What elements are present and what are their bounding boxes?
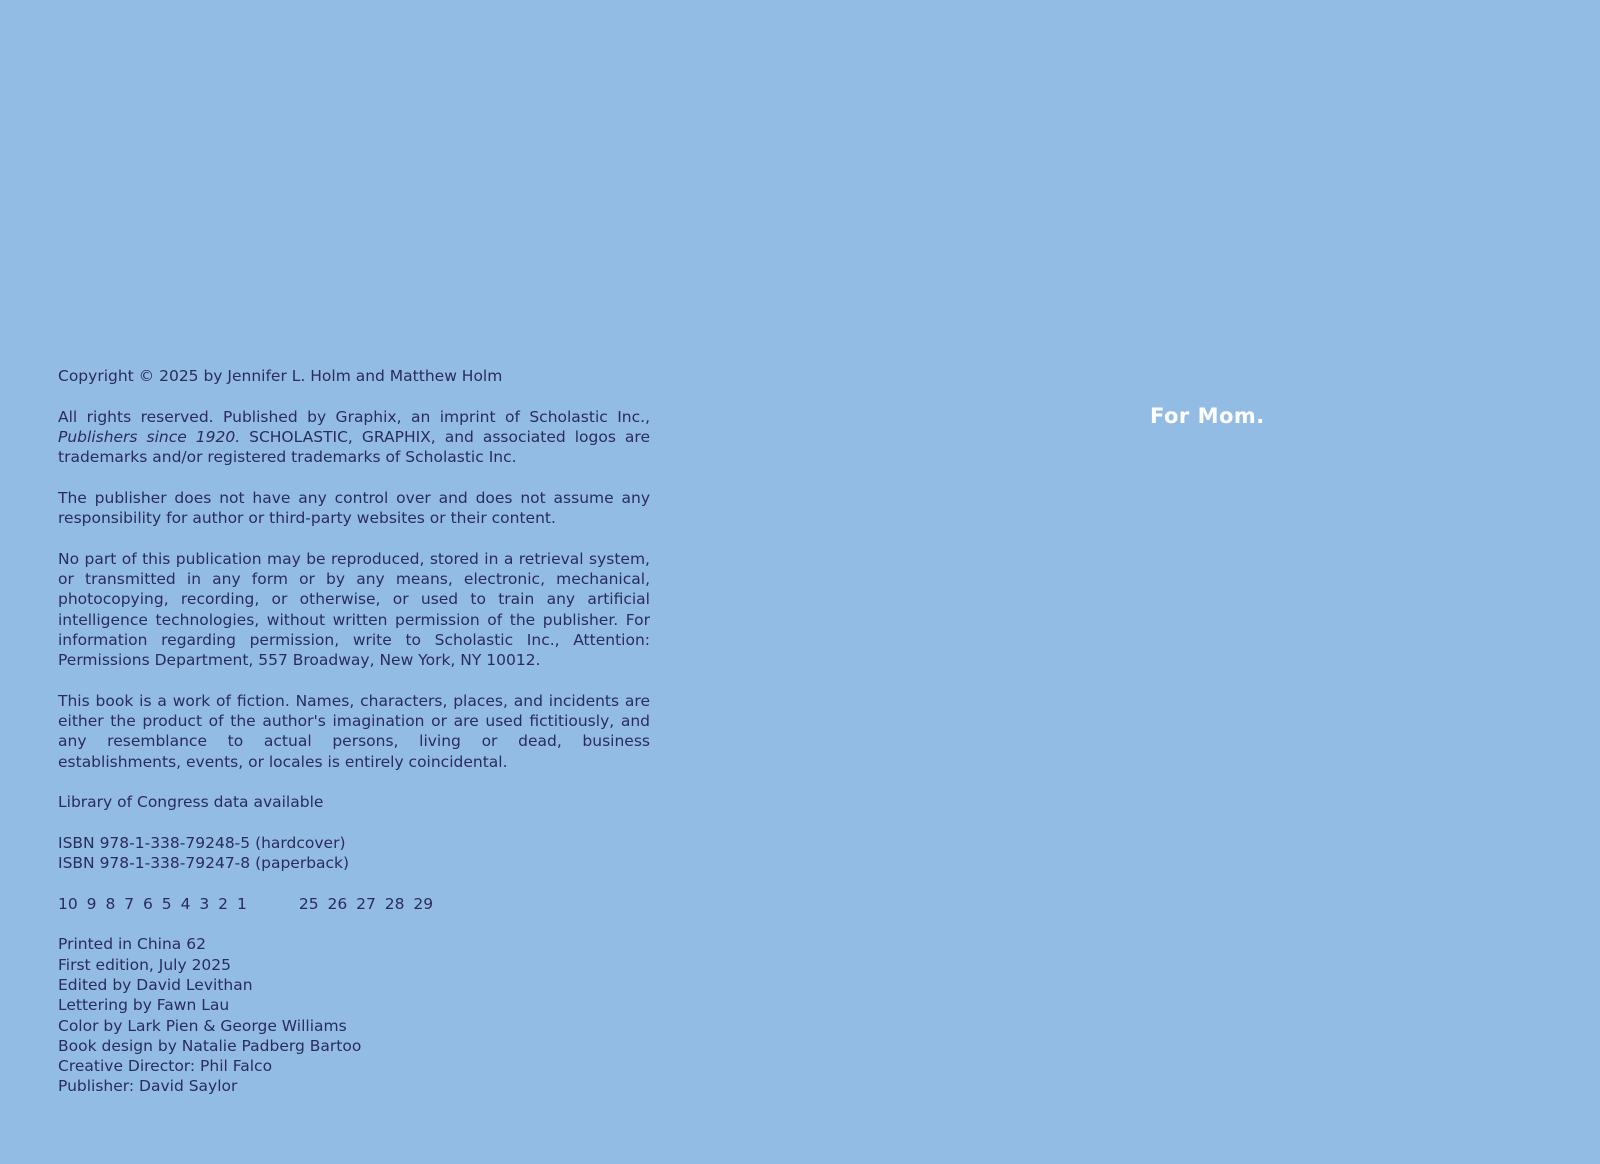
credit-line: Lettering by Fawn Lau <box>58 996 230 1015</box>
rights-paragraph <box>58 407 650 468</box>
credit-line: Publisher: David Saylor <box>58 1077 238 1096</box>
credit-line: Edited by David Levithan <box>58 975 253 994</box>
third-party-paragraph: The publisher does not have any control over and does not assume any responsibility for author or third-party websites or their content. <box>58 488 650 528</box>
library-of-congress: Library of Congress data available <box>58 793 324 812</box>
credit-line: Creative Director: Phil Falco <box>58 1057 273 1076</box>
printing-numbers: 10 9 8 7 6 5 4 3 2 1 <box>58 894 247 913</box>
rights-rest: SCHOLASTIC, GRAPHIX, and associated logos are trademarks and/or registered trademarks of Scholastic Inc. <box>58 427 650 467</box>
copyright-text: Copyright © 2025 by Jennifer L. Holm and Matthew Holm <box>58 367 503 385</box>
reproduction-paragraph: No part of this publication may be reproduced, stored in a retrieval system, or transmitted in any form or by any means, electronic, mechanical, photocopying, recording, or otherwise, or used to train any artificial intelligence technologies, without written permission of the publisher. For information regarding permission, write to Scholastic Inc., Attention: Permissions Department, 557 Broadway, New York, NY 10012. <box>58 549 650 670</box>
credit-line: Color by Lark Pien & George Williams <box>58 1016 347 1035</box>
credit-line: First edition, July 2025 <box>58 955 232 974</box>
printing-years: 25 26 27 28 29 <box>298 894 434 913</box>
credit-line: Book design by Natalie Padberg Bartoo <box>58 1036 362 1055</box>
isbn-block <box>58 833 650 874</box>
dedication: For Mom. <box>1150 404 1265 428</box>
fiction-paragraph: This book is a work of fiction. Names, characters, places, and incidents are either the product of the author's imagination or are used fictitiously, and any resemblance to actual persons, living or dead, business establishments, events, or locales is entirely coincidental. <box>58 691 650 771</box>
credits-block <box>58 934 650 1096</box>
credit-line: Printed in China 62 <box>58 935 206 954</box>
publishers-since: Publishers since 1920. <box>58 427 241 446</box>
rights-line-1: All rights reserved. Published by Graphix, an imprint of Scholastic Inc., <box>58 407 650 426</box>
printing-line <box>58 894 650 914</box>
isbn-hardcover: ISBN 978-1-338-79248-5 (hardcover) <box>58 833 346 852</box>
copyright-page <box>58 366 650 1097</box>
copyright-line <box>58 366 650 386</box>
isbn-paperback: ISBN 978-1-338-79247-8 (paperback) <box>58 854 350 873</box>
